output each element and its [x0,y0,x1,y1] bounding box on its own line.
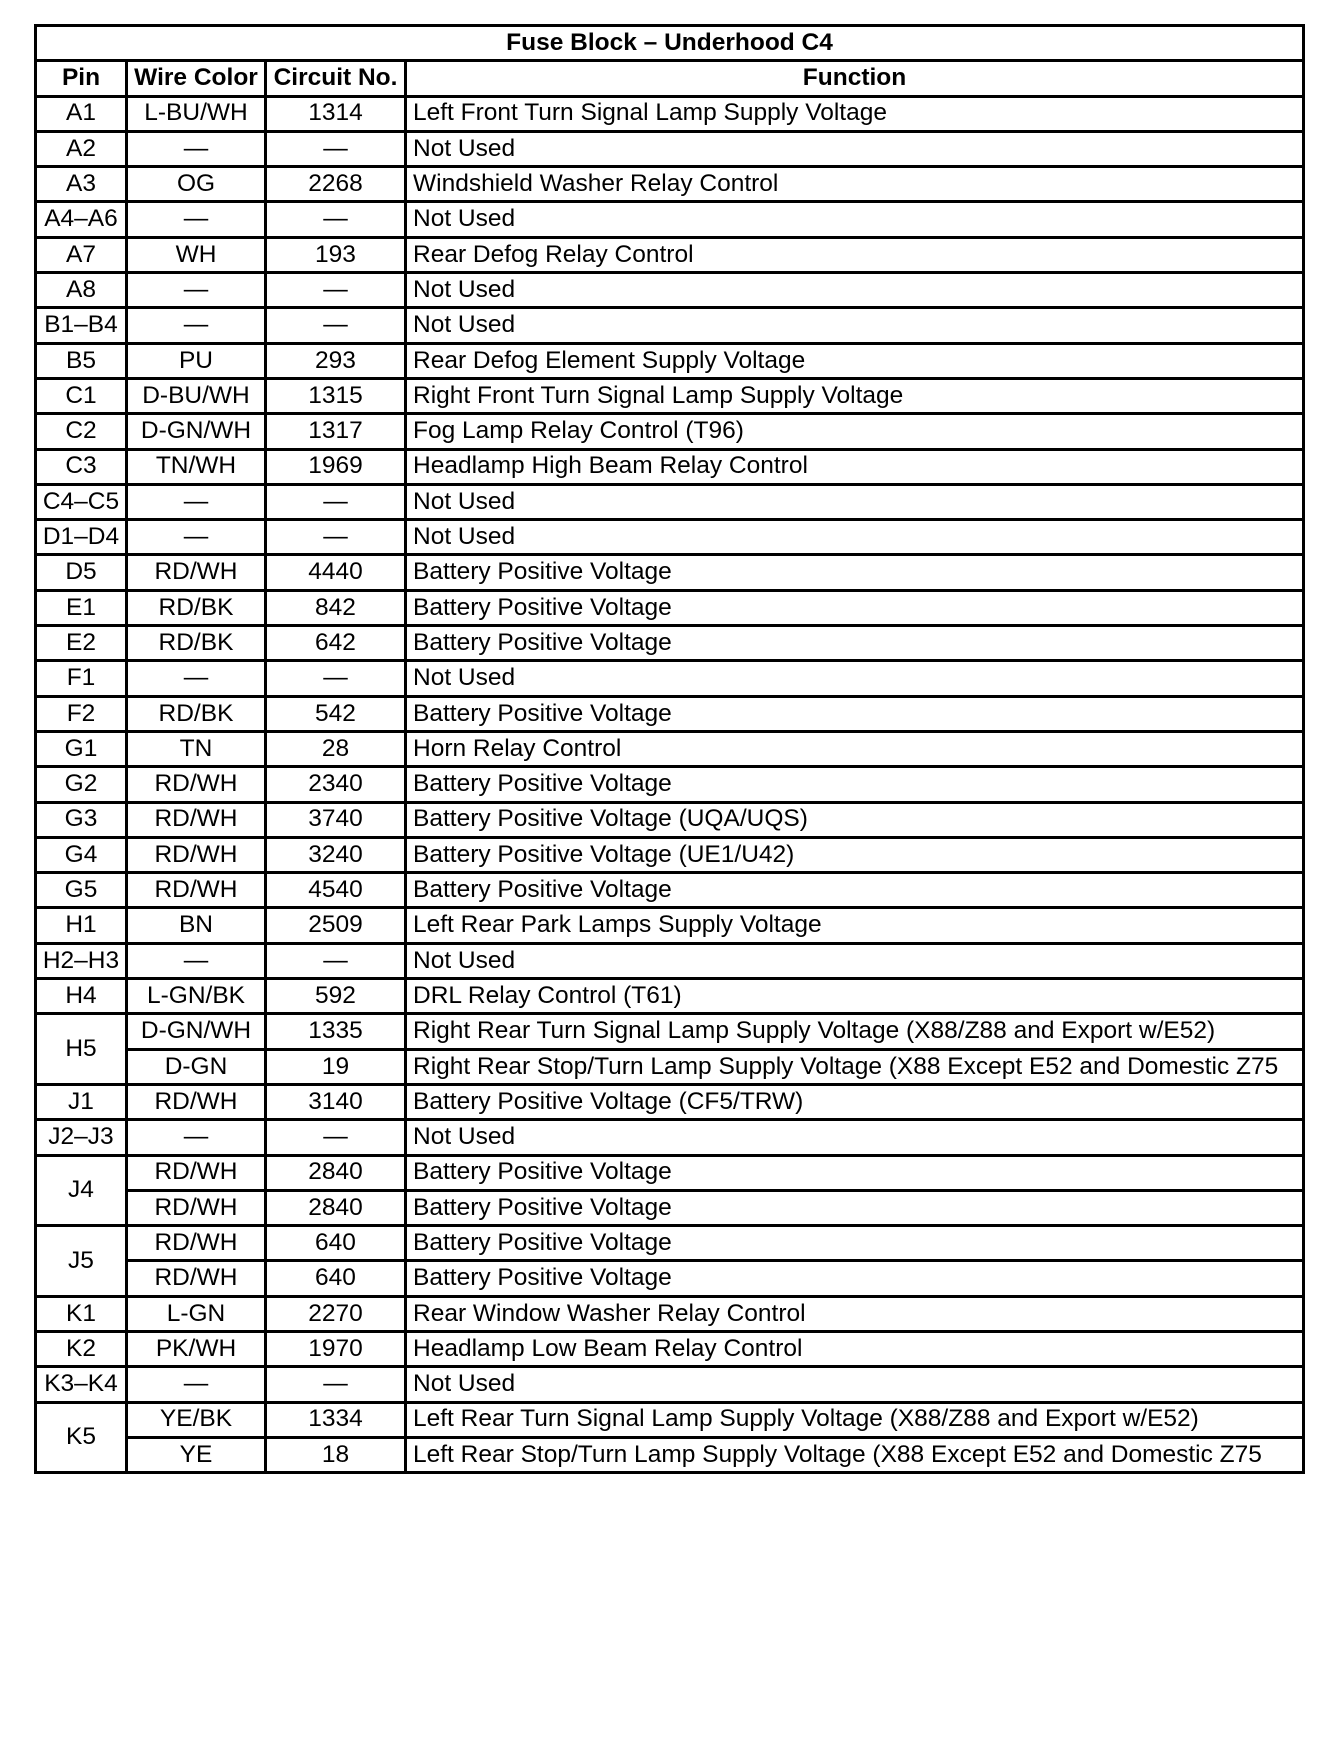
wire-color-cell: RD/WH [127,802,266,837]
title-row [36,26,1304,61]
pin-cell: K1 [36,1296,127,1331]
pin-cell: A2 [36,131,127,166]
circuit-no-cell: 642 [266,626,406,661]
function-cell: Rear Window Washer Relay Control [406,1296,1304,1331]
wire-color-cell: OG [127,167,266,202]
table-row [36,979,1304,1014]
table-row [36,1084,1304,1119]
function-cell: DRL Relay Control (T61) [406,979,1304,1014]
function-cell: Headlamp High Beam Relay Control [406,449,1304,484]
wire-color-cell: TN/WH [127,449,266,484]
pin-cell: H4 [36,979,127,1014]
wire-color-cell: — [127,520,266,555]
function-cell: Not Used [406,484,1304,519]
circuit-no-cell: 3240 [266,837,406,872]
pin-cell: A1 [36,96,127,131]
function-cell: Left Rear Stop/Turn Lamp Supply Voltage (X88 Except E52 and Domestic Z75 [406,1437,1304,1472]
wire-color-cell: TN [127,731,266,766]
pin-cell: G3 [36,802,127,837]
wire-color-cell: RD/WH [127,873,266,908]
circuit-no-cell: 18 [266,1437,406,1472]
circuit-no-cell: 28 [266,731,406,766]
circuit-no-cell: 2840 [266,1190,406,1225]
wire-color-cell: BN [127,908,266,943]
table-row [36,131,1304,166]
function-cell: Battery Positive Voltage [406,1155,1304,1190]
table-row [36,1120,1304,1155]
function-cell: Not Used [406,1120,1304,1155]
pin-cell: J1 [36,1084,127,1119]
table-row [36,1049,1304,1084]
table-row [36,555,1304,590]
table-row [36,343,1304,378]
circuit-no-cell: 1317 [266,414,406,449]
function-cell: Not Used [406,1367,1304,1402]
table-row [36,449,1304,484]
pin-cell: K5 [36,1402,127,1473]
fuse-block-table [34,24,1305,1474]
function-cell: Battery Positive Voltage [406,590,1304,625]
table-row [36,1190,1304,1225]
wire-color-cell: RD/WH [127,1226,266,1261]
circuit-no-cell: 1970 [266,1331,406,1366]
function-cell: Battery Positive Voltage (UQA/UQS) [406,802,1304,837]
pin-cell: C2 [36,414,127,449]
pin-cell: J2–J3 [36,1120,127,1155]
pin-cell: D1–D4 [36,520,127,555]
function-cell: Battery Positive Voltage [406,555,1304,590]
function-cell: Not Used [406,131,1304,166]
pin-cell: B1–B4 [36,308,127,343]
table-row [36,237,1304,272]
wire-color-cell: — [127,273,266,308]
pin-cell: G5 [36,873,127,908]
wire-color-cell: RD/WH [127,1190,266,1225]
pin-cell: C4–C5 [36,484,127,519]
table-row [36,378,1304,413]
wire-color-header: Wire Color [127,61,266,96]
circuit-no-cell: — [266,273,406,308]
wire-color-cell: RD/WH [127,837,266,872]
circuit-no-cell: 542 [266,696,406,731]
wire-color-cell: — [127,484,266,519]
circuit-no-cell: 4440 [266,555,406,590]
function-cell: Battery Positive Voltage [406,767,1304,802]
circuit-no-cell: — [266,1367,406,1402]
circuit-no-cell: 3140 [266,1084,406,1119]
pin-cell: C1 [36,378,127,413]
circuit-no-cell: — [266,484,406,519]
function-cell: Rear Defog Relay Control [406,237,1304,272]
circuit-no-cell: 4540 [266,873,406,908]
function-cell: Battery Positive Voltage [406,1190,1304,1225]
table-row [36,1155,1304,1190]
table-row [36,1402,1304,1437]
wire-color-cell: PU [127,343,266,378]
function-cell: Battery Positive Voltage [406,696,1304,731]
table-row [36,1367,1304,1402]
pin-cell: C3 [36,449,127,484]
table-body [36,96,1304,1473]
table-row [36,731,1304,766]
function-cell: Battery Positive Voltage (CF5/TRW) [406,1084,1304,1119]
circuit-no-cell: 19 [266,1049,406,1084]
function-cell: Not Used [406,661,1304,696]
pin-cell: A7 [36,237,127,272]
wire-color-cell: WH [127,237,266,272]
function-cell: Battery Positive Voltage [406,1261,1304,1296]
circuit-no-cell: — [266,308,406,343]
table-row [36,484,1304,519]
wire-color-cell: RD/WH [127,1261,266,1296]
pin-cell: A8 [36,273,127,308]
table-row [36,202,1304,237]
table-row [36,1437,1304,1472]
circuit-no-cell: 2840 [266,1155,406,1190]
wire-color-cell: RD/BK [127,590,266,625]
table-title: Fuse Block – Underhood C4 [36,26,1304,61]
wire-color-cell: RD/BK [127,696,266,731]
circuit-no-cell: 1969 [266,449,406,484]
pin-cell: K3–K4 [36,1367,127,1402]
wire-color-cell: — [127,1120,266,1155]
circuit-no-cell: 1314 [266,96,406,131]
wire-color-cell: D-GN/WH [127,414,266,449]
circuit-no-cell: — [266,520,406,555]
function-cell: Battery Positive Voltage [406,873,1304,908]
table-row [36,802,1304,837]
circuit-no-cell: — [266,661,406,696]
pin-cell: A3 [36,167,127,202]
table-row [36,696,1304,731]
table-row [36,1014,1304,1049]
table-row [36,1296,1304,1331]
circuit-no-cell: 1335 [266,1014,406,1049]
wire-color-cell: YE/BK [127,1402,266,1437]
pin-cell: K2 [36,1331,127,1366]
table-row [36,273,1304,308]
circuit-no-cell: — [266,943,406,978]
wire-color-cell: D-GN [127,1049,266,1084]
function-cell: Left Front Turn Signal Lamp Supply Voltage [406,96,1304,131]
pin-cell: H1 [36,908,127,943]
function-cell: Not Used [406,308,1304,343]
circuit-no-cell: 592 [266,979,406,1014]
pin-cell: G2 [36,767,127,802]
table-row [36,1226,1304,1261]
table-row [36,626,1304,661]
function-cell: Headlamp Low Beam Relay Control [406,1331,1304,1366]
circuit-no-cell: 3740 [266,802,406,837]
circuit-no-cell: 1315 [266,378,406,413]
function-cell: Right Rear Turn Signal Lamp Supply Voltage (X88/Z88 and Export w/E52) [406,1014,1304,1049]
pin-cell: G4 [36,837,127,872]
table-row [36,414,1304,449]
pin-cell: E1 [36,590,127,625]
table-row [36,943,1304,978]
function-cell: Battery Positive Voltage (UE1/U42) [406,837,1304,872]
function-cell: Right Front Turn Signal Lamp Supply Voltage [406,378,1304,413]
wire-color-cell: L-BU/WH [127,96,266,131]
wire-color-cell: L-GN/BK [127,979,266,1014]
circuit-no-cell: 2270 [266,1296,406,1331]
circuit-no-cell: — [266,202,406,237]
function-cell: Windshield Washer Relay Control [406,167,1304,202]
wire-color-cell: RD/WH [127,555,266,590]
table-row [36,96,1304,131]
wire-color-cell: D-BU/WH [127,378,266,413]
circuit-no-cell: 640 [266,1261,406,1296]
circuit-no-cell: 1334 [266,1402,406,1437]
circuit-no-header: Circuit No. [266,61,406,96]
function-cell: Left Rear Park Lamps Supply Voltage [406,908,1304,943]
wire-color-cell: YE [127,1437,266,1472]
circuit-no-cell: 842 [266,590,406,625]
function-cell: Not Used [406,520,1304,555]
pin-cell: J5 [36,1226,127,1297]
table-row [36,520,1304,555]
pin-cell: J4 [36,1155,127,1226]
wire-color-cell: RD/WH [127,767,266,802]
function-cell: Rear Defog Element Supply Voltage [406,343,1304,378]
circuit-no-cell: 2509 [266,908,406,943]
wire-color-cell: — [127,202,266,237]
circuit-no-cell: 2268 [266,167,406,202]
table-row [36,167,1304,202]
function-cell: Left Rear Turn Signal Lamp Supply Voltage (X88/Z88 and Export w/E52) [406,1402,1304,1437]
function-cell: Not Used [406,943,1304,978]
table-row [36,837,1304,872]
function-cell: Battery Positive Voltage [406,626,1304,661]
wire-color-cell: — [127,308,266,343]
circuit-no-cell: 293 [266,343,406,378]
wire-color-cell: RD/WH [127,1084,266,1119]
table-row [36,308,1304,343]
pin-cell: B5 [36,343,127,378]
wire-color-cell: RD/BK [127,626,266,661]
wire-color-cell: — [127,943,266,978]
pin-cell: F1 [36,661,127,696]
pin-cell: E2 [36,626,127,661]
circuit-no-cell: 640 [266,1226,406,1261]
table-row [36,1261,1304,1296]
pin-cell: G1 [36,731,127,766]
function-cell: Not Used [406,202,1304,237]
wire-color-cell: — [127,131,266,166]
wire-color-cell: RD/WH [127,1155,266,1190]
pin-cell: D5 [36,555,127,590]
function-cell: Horn Relay Control [406,731,1304,766]
function-cell: Fog Lamp Relay Control (T96) [406,414,1304,449]
table-row [36,908,1304,943]
circuit-no-cell: 193 [266,237,406,272]
pin-cell: H2–H3 [36,943,127,978]
circuit-no-cell: — [266,131,406,166]
header-row [36,61,1304,96]
function-cell: Right Rear Stop/Turn Lamp Supply Voltage (X88 Except E52 and Domestic Z75 [406,1049,1304,1084]
table-row [36,767,1304,802]
wire-color-cell: PK/WH [127,1331,266,1366]
function-header: Function [406,61,1304,96]
table-row [36,590,1304,625]
function-cell: Battery Positive Voltage [406,1226,1304,1261]
pin-cell: A4–A6 [36,202,127,237]
circuit-no-cell: — [266,1120,406,1155]
table-row [36,1331,1304,1366]
pin-header: Pin [36,61,127,96]
circuit-no-cell: 2340 [266,767,406,802]
wire-color-cell: — [127,1367,266,1402]
wire-color-cell: D-GN/WH [127,1014,266,1049]
table-row [36,661,1304,696]
function-cell: Not Used [406,273,1304,308]
wire-color-cell: L-GN [127,1296,266,1331]
pin-cell: H5 [36,1014,127,1085]
wire-color-cell: — [127,661,266,696]
table-row [36,873,1304,908]
pin-cell: F2 [36,696,127,731]
